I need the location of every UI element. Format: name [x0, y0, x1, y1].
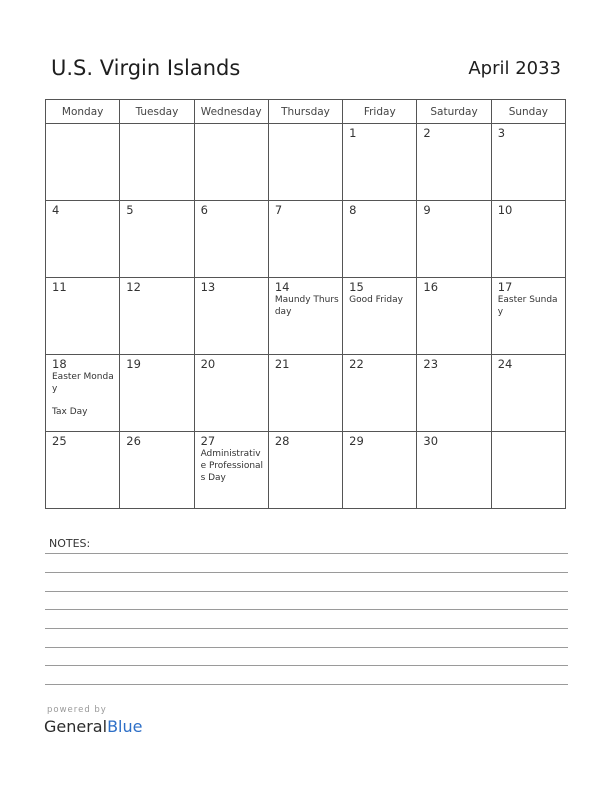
day-cell — [46, 278, 120, 355]
day-cell — [46, 432, 120, 509]
weekday-header-row — [46, 100, 566, 124]
calendar-grid — [45, 99, 566, 509]
day-number: 29 — [349, 434, 364, 448]
day-cell — [120, 201, 194, 278]
day-number: 25 — [52, 434, 67, 448]
day-number: 21 — [274, 357, 290, 371]
notes-line — [45, 572, 568, 573]
day-cell — [120, 124, 194, 201]
day-number: 30 — [423, 434, 439, 448]
weekday-header: Saturday — [417, 100, 491, 124]
day-number: 24 — [497, 357, 513, 371]
holiday-label: Easter Sunday — [497, 295, 558, 317]
day-cell — [46, 201, 120, 278]
day-cell — [268, 201, 342, 278]
holiday-label: Easter Monday — [52, 372, 114, 394]
notes-line — [45, 553, 568, 554]
day-number: 12 — [126, 280, 141, 294]
day-number: 26 — [126, 434, 141, 448]
day-number: 10 — [497, 203, 513, 217]
day-number: 9 — [423, 203, 431, 217]
day-number: 27 — [200, 434, 216, 448]
day-cell — [46, 124, 120, 201]
day-cell — [120, 278, 194, 355]
day-cell — [194, 355, 268, 432]
weekday-header: Tuesday — [120, 100, 194, 124]
brand-general: General — [44, 717, 108, 736]
notes-line — [45, 628, 568, 629]
day-cell — [491, 278, 565, 355]
day-cell — [194, 201, 268, 278]
day-cell — [343, 432, 417, 509]
day-cell — [194, 278, 268, 355]
day-number: 16 — [423, 280, 439, 294]
day-number: 23 — [423, 357, 439, 371]
day-cell — [46, 355, 120, 432]
day-number: 20 — [200, 357, 216, 371]
day-cell — [268, 355, 342, 432]
day-cell — [120, 432, 194, 509]
weekday-header: Friday — [343, 100, 417, 124]
day-cell — [194, 124, 268, 201]
notes-label: NOTES: — [49, 537, 91, 550]
day-cell — [417, 124, 491, 201]
day-cell — [491, 432, 565, 509]
day-cell — [491, 201, 565, 278]
holiday-label: Maundy Thursday — [274, 295, 339, 317]
weekday-header: Thursday — [268, 100, 342, 124]
day-cell — [343, 201, 417, 278]
weekday-header: Wednesday — [194, 100, 268, 124]
holiday-label: Administrative Professionals Day — [200, 449, 264, 483]
calendar-title: U.S. Virgin Islands — [51, 56, 241, 80]
notes-line — [45, 591, 568, 592]
day-number: 4 — [52, 203, 60, 217]
holiday-label: Tax Day — [52, 407, 88, 417]
day-number: 18 — [52, 357, 67, 371]
holiday-label: Good Friday — [349, 295, 403, 305]
notes-line — [45, 647, 568, 648]
day-cell — [343, 355, 417, 432]
day-number: 13 — [200, 280, 216, 294]
notes-line — [45, 665, 568, 666]
day-number: 22 — [349, 357, 364, 371]
day-number: 2 — [423, 126, 431, 140]
day-cell — [268, 432, 342, 509]
weekday-header: Sunday — [491, 100, 565, 124]
calendar-week-row — [46, 124, 566, 201]
day-number: 3 — [497, 126, 506, 140]
day-cell — [491, 124, 565, 201]
day-number: 7 — [274, 203, 283, 217]
day-number: 5 — [126, 203, 134, 217]
calendar-week-row — [46, 432, 566, 509]
day-cell — [268, 278, 342, 355]
day-cell — [343, 278, 417, 355]
day-cell — [120, 355, 194, 432]
day-number: 8 — [349, 203, 357, 217]
day-number: 15 — [349, 280, 364, 294]
generalblue-logo — [44, 717, 142, 736]
day-number: 19 — [126, 357, 141, 371]
day-cell — [417, 201, 491, 278]
day-number: 11 — [52, 280, 67, 294]
weekday-header: Monday — [46, 100, 120, 124]
day-number: 17 — [497, 280, 513, 294]
day-cell — [491, 355, 565, 432]
day-cell — [343, 124, 417, 201]
notes-line — [45, 684, 568, 685]
month-label: April 2033 — [468, 58, 561, 79]
powered-by-text: powered by — [47, 705, 107, 715]
notes-line — [45, 609, 568, 610]
day-number: 1 — [349, 126, 357, 140]
brand-blue: Blue — [107, 717, 143, 736]
calendar-week-row — [46, 201, 566, 278]
day-number: 6 — [200, 203, 208, 217]
day-cell — [417, 432, 491, 509]
day-cell — [194, 432, 268, 509]
day-number: 14 — [274, 280, 290, 294]
day-cell — [417, 355, 491, 432]
day-cell — [268, 124, 342, 201]
day-cell — [417, 278, 491, 355]
day-number: 28 — [274, 434, 290, 448]
calendar-week-row — [46, 278, 566, 355]
calendar-week-row — [46, 355, 566, 432]
